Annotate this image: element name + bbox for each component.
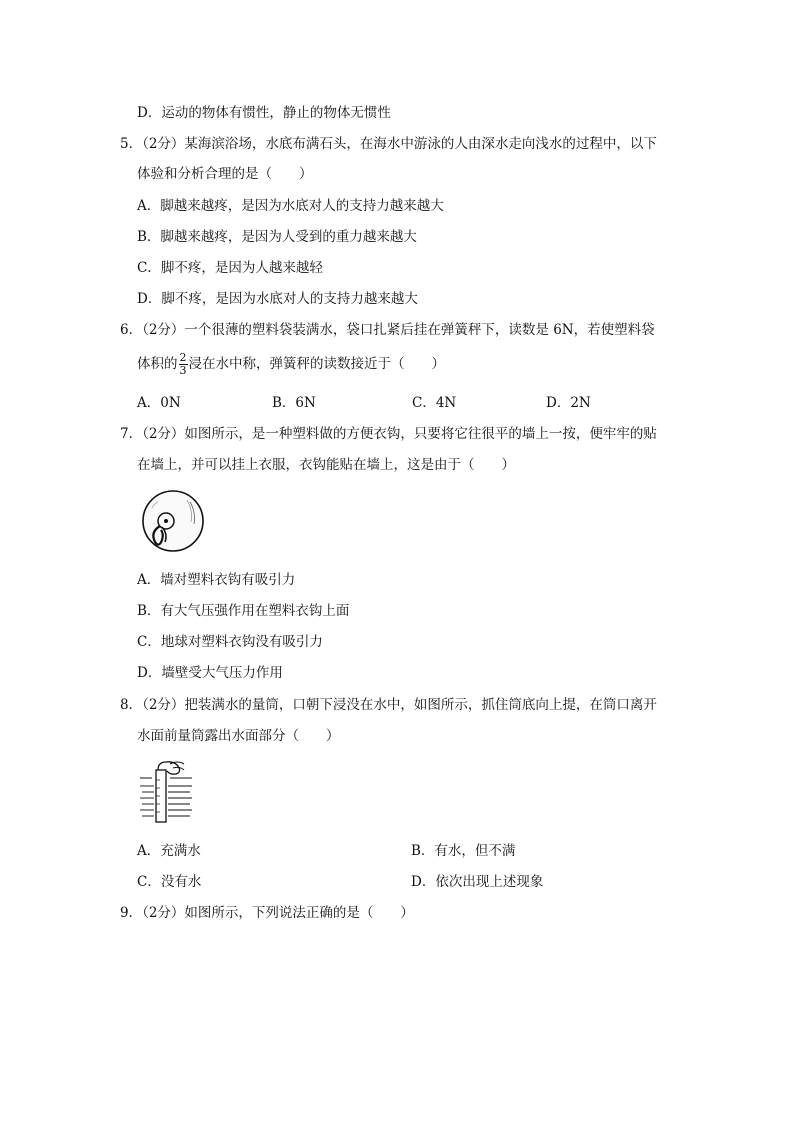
q8-option-b: B．有水，但不满 — [411, 843, 516, 859]
fraction-two-thirds — [179, 352, 188, 377]
q6-stem-line1: 6．（2分）一个很薄的塑料袋装满水，袋口扎紧后挂在弹簧秤下，读数是 6N，若使塑料袋 — [120, 322, 655, 338]
q6-option-a: A．0N — [137, 395, 181, 411]
fraction-numerator: 2 — [179, 351, 187, 364]
q6-stem-line2 — [137, 351, 445, 377]
q6-option-c: C．4N — [412, 395, 457, 411]
q8-option-a: A．充满水 — [137, 843, 201, 859]
q8-option-c: C．没有水 — [137, 874, 202, 890]
q6-stem-suffix: 浸在水中称，弹簧秤的读数接近于（ ） — [188, 356, 445, 372]
fraction-denominator: 3 — [179, 364, 187, 377]
q7-stem-line2: 在墙上，并可以挂上衣服，衣钩能贴在墙上，这是由于（ ） — [137, 457, 515, 473]
q6-stem-prefix: 体积的 — [137, 356, 178, 372]
q5-stem-line2: 体验和分析合理的是（ ） — [137, 166, 313, 182]
q6-option-b: B．6N — [272, 395, 316, 411]
q8-option-d: D．依次出现上述现象 — [411, 874, 544, 890]
q6-option-d: D．2N — [546, 395, 591, 411]
plastic-hook-figure — [140, 490, 206, 552]
q7-option-d: D．墙壁受大气压力作用 — [137, 665, 283, 681]
q5-option-c: C．脚不疼，是因为人越来越轻 — [137, 260, 323, 276]
q7-option-c: C．地球对塑料衣钩没有吸引力 — [137, 634, 323, 650]
q5-option-a: A．脚越来越疼，是因为水底对人的支持力越来越大 — [137, 198, 444, 214]
q8-stem-line1: 8．（2分）把装满水的量筒，口朝下浸没在水中，如图所示，抓住筒底向上提，在筒口离开 — [120, 697, 657, 713]
q7-option-a: A．墙对塑料衣钩有吸引力 — [137, 572, 296, 588]
measuring-cylinder-figure — [140, 760, 200, 826]
q9-stem-line1: 9．（2分）如图所示，下列说法正确的是（ ） — [120, 905, 414, 921]
q7-option-b: B．有大气压强作用在塑料衣钩上面 — [137, 603, 350, 619]
q7-stem-line1: 7．（2分）如图所示，是一种塑料做的方便衣钩，只要将它往很平的墙上一按，便牢牢的贴 — [120, 426, 657, 442]
q5-stem-line1: 5．（2分）某海滨浴场，水底布满石头，在海水中游泳的人由深水走向浅水的过程中，以下 — [120, 136, 657, 152]
q8-stem-line2: 水面前量筒露出水面部分（ ） — [137, 728, 340, 744]
q4-option-d: D．运动的物体有惯性，静止的物体无惯性 — [137, 105, 391, 121]
q5-option-d: D．脚不疼，是因为水底对人的支持力越来越大 — [137, 291, 418, 307]
q5-option-b: B．脚越来越疼，是因为人受到的重力越来越大 — [137, 229, 417, 245]
